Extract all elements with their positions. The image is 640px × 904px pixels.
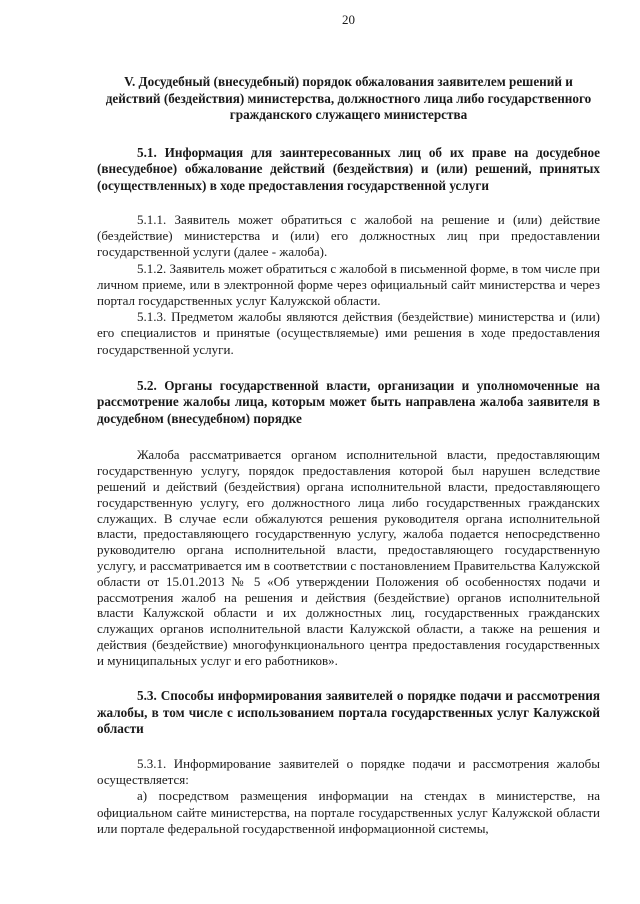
section-5-3-title: 5.3. Способы информирования заявителей о порядке подачи и рассмотрения жалобы, в том числе с использованием портала государственных услуг Калужской области	[97, 688, 600, 737]
paragraph-5-3-1: 5.3.1. Информирование заявителей о порядке подачи и рассмотрения жалобы осуществляется:	[97, 755, 600, 788]
paragraph-5-2-body: Жалоба рассматривается органом исполнительной власти, предоставляющим государственную услугу, порядок предоставления которой был нарушен вследствие решений и действий (бездействия) органа исполнительной власти, предоставляющего государственную услугу, его должностного лица либо государственных гражданских служащих. В случае если обжалуются решения руководителя органа исполнительной власти, предоставляющего государственную услугу, жалоба подается непосредственно руководителю органа исполнительной власти, предоставляющего государственную услугу, и рассматривается им в соответствии с постановлением Правительства Калужской области от 15.01.2013 № 5 «Об утверждении Положения об особенностях подачи и рассмотрения жалоб на решения и действия (бездействие) органов исполнительной власти Калужской области и их должностных лиц, государственных гражданских служащих органов исполнительной власти Калужской области, а также на решения и действия (бездействие) многофункционального центра предоставления государственных и муниципальных услуг и его работников».	[97, 447, 600, 668]
page-number: 20	[342, 12, 355, 27]
paragraph-5-3-1-a: а) посредством размещения информации на стендах в министерстве, на официальном сайте министерства, на портале государственных услуг Калужской области или портале федеральной государственной информационной системы,	[97, 788, 600, 836]
paragraph-5-1-1: 5.1.1. Заявитель может обратиться с жалобой на решение и (или) действие (бездействие) министерства и (или) его должностных лиц при предоставлении государственной услуги (далее - жалоба).	[97, 212, 600, 260]
section-5-1-title: 5.1. Информация для заинтересованных лиц об их праве на досудебное (внесудебное) обжалование действий (бездействия) и (или) решений, принятых (осуществленных) в ходе предоставления государственной услуги	[97, 144, 600, 193]
paragraph-5-1-2: 5.1.2. Заявитель может обратиться с жалобой в письменной форме, в том числе при личном приеме, или в электронной форме через официальный сайт министерства и через портал государственных услуг Калужской области.	[97, 260, 600, 309]
paragraph-5-1-3: 5.1.3. Предметом жалобы являются действия (бездействие) министерства и (или) его специалистов и принятые (осуществляемые) ими решения в ходе предоставления государственной услуги.	[97, 309, 600, 357]
section-v-title: V. Досудебный (внесудебный) порядок обжалования заявителем решений и действий (бездействия) министерства, должностного лица либо государственного гражданского служащего министерства	[105, 74, 592, 122]
section-5-2-title: 5.2. Органы государственной власти, организации и уполномоченные на рассмотрение жалобы лица, которым может быть направлена жалоба заявителя в досудебном (внесудебном) порядке	[97, 377, 600, 426]
